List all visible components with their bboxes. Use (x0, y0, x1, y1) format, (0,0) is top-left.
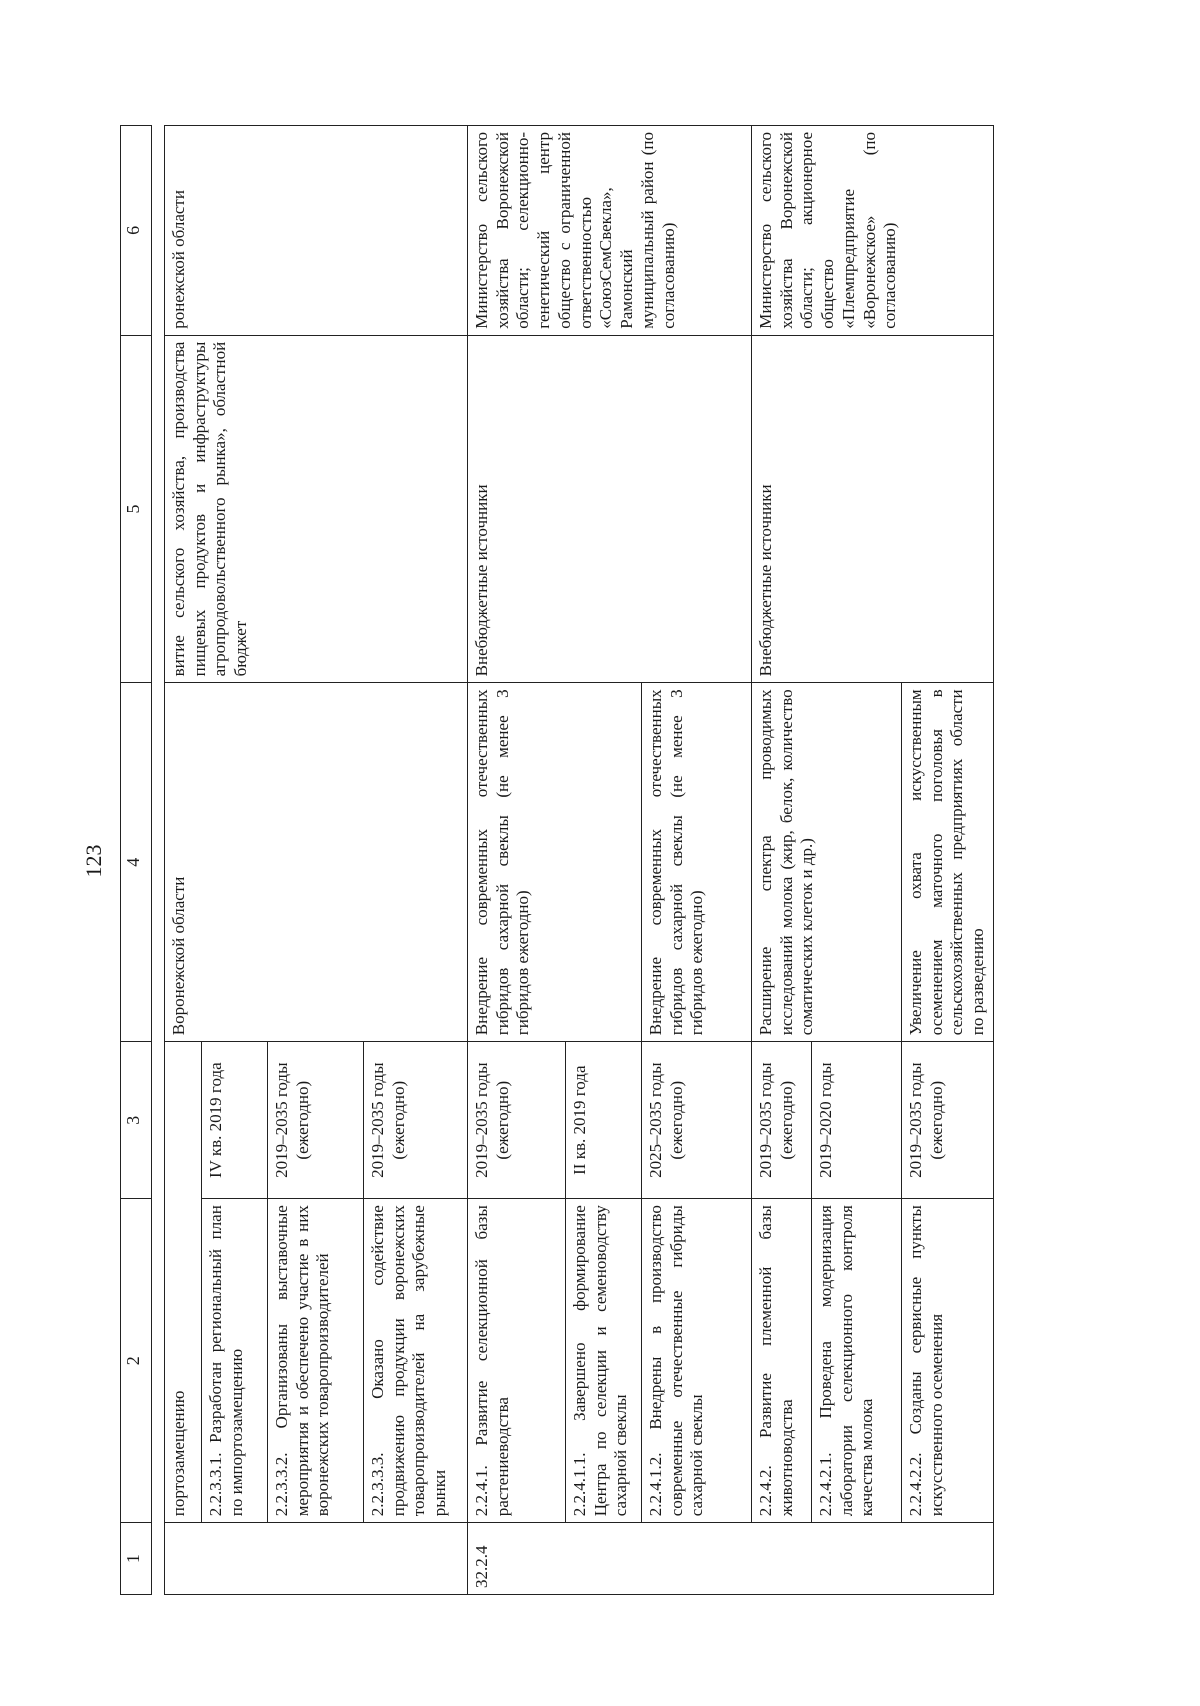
cell-period: 2019–2035 годы (ежегодно) (752, 1042, 812, 1199)
header-gap (152, 126, 165, 1595)
program-table (120, 125, 994, 1595)
cell-event: портозамещению (165, 1042, 202, 1523)
cell-number: 32.2.4 (468, 1523, 994, 1595)
cell-source: витие сельского хозяйства, производства пищевых продуктов и инфраструктуры агропродовольственного рынка», областной бюджет (165, 335, 468, 683)
cell-period: 2025–2035 годы (ежегодно) (642, 1042, 752, 1199)
cell-event: 2.2.4.1.1. Завершено формирование Центра по селекции и семеноводству сахарной свеклы (566, 1199, 642, 1523)
cell-period: 2019–2035 годы (ежегодно) (364, 1042, 468, 1199)
header-row (121, 126, 152, 1595)
cell-period: 2019–2035 годы (ежегодно) (902, 1042, 994, 1199)
table-row (165, 126, 202, 1595)
cell-event: 2.2.3.3.3. Оказано содействие продвижению продукции воронежских товаропроизводителей на зарубежные рынки (364, 1199, 468, 1523)
header-col-5: 5 (121, 335, 152, 683)
cell-period: II кв. 2019 года (566, 1042, 642, 1199)
cell-period: 2019–2035 годы (ежегодно) (468, 1042, 566, 1199)
cell-event: 2.2.3.3.2. Организованы выставочные мероприятия и обеспечено участие в них воронежских товаропроизводителей (268, 1199, 364, 1523)
cell-event: 2.2.4.1. Развитие селекционной базы растениеводства (468, 1199, 566, 1523)
cell-result: Воронежской области (165, 683, 468, 1042)
cell-result: Внедрение современных отечественных гибридов сахарной свеклы (не менее 3 гибридов ежегодно) (642, 683, 752, 1042)
cell-event: 2.2.4.2. Развитие племенной базы животноводства (752, 1199, 812, 1523)
cell-result: Внедрение современных отечественных гибридов сахарной свеклы (не менее 3 гибридов ежегодно) (468, 683, 642, 1042)
cell-source: Внебюджетные источники (752, 335, 994, 683)
page-number: 123 (81, 844, 106, 878)
cell-event: 2.2.4.2.1. Проведена модернизация лаборатории селекционного контроля качества молока (812, 1199, 902, 1523)
cell-period: 2019–2035 годы (ежегодно) (268, 1042, 364, 1199)
header-col-3: 3 (121, 1042, 152, 1199)
cell-executor: ронежской области (165, 126, 468, 336)
cell-period: 2019–2020 годы (812, 1042, 902, 1199)
cell-event: 2.2.4.2.2. Созданы сервисные пункты искусственного осеменения (902, 1199, 994, 1523)
header-col-2: 2 (121, 1199, 152, 1523)
header-col-1: 1 (121, 1523, 152, 1595)
table-row (468, 126, 566, 1595)
header-col-4: 4 (121, 683, 152, 1042)
cell-result: Увеличение охвата искусственным осеменением маточного поголовья в сельскохозяйственных предприятиях области по разведению (902, 683, 994, 1042)
cell-event: 2.2.4.1.2. Внедрены в производство современные отечественные гибриды сахарной свеклы (642, 1199, 752, 1523)
cell-executor: Министерство сельского хозяйства Воронежской области; селекционно-генетический центр общество с ограниченной ответственностью «СоюзСемСвекла», Рамонский муниципальный район (по согласованию) (468, 126, 752, 336)
table-row (752, 126, 812, 1595)
cell-period: IV кв. 2019 года (202, 1042, 268, 1199)
cell-result: Расширение спектра проводимых исследований молока (жир, белок, количество соматических клеток и др.) (752, 683, 902, 1042)
cell-number (165, 1523, 468, 1595)
rotated-table-container (120, 125, 1045, 1595)
cell-event: 2.2.3.3.1. Разработан региональный план по импортозамещению (202, 1199, 268, 1523)
cell-source: Внебюджетные источники (468, 335, 752, 683)
cell-executor: Министерство сельского хозяйства Воронежской области; акционерное общество «Племпредприятие «Воронежское» (по согласованию) (752, 126, 994, 336)
header-col-6: 6 (121, 126, 152, 336)
